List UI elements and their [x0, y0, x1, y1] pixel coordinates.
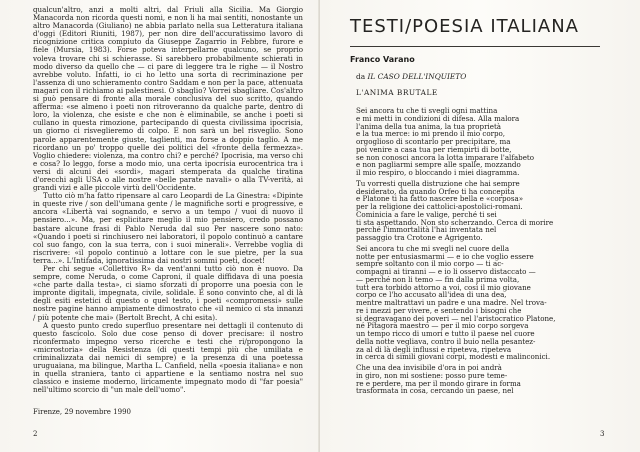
editorial-paragraph: qualcun'altro, anzi a molti altri, dal Friuli alla Sicilia. Ma Giorgio Manacorda non ricorda questi nomi, e non li ha mai sentiti, nonostante un altro Manacorda (Giuliano) ne abbia parlato nella sua Letteratura italiana d'oggi (Editori Riuniti, 1987), per non dire dell'accuratissimo lavoro di ricognizione critica compiuto da Giuseppe Zagarrio in Febbre, furore e fiele (Mursia, 1983). Forse poteva interpellarne qualcuno, se proprio voleva trovare chi si schierasse. Si sarebbero probabilmente schierati in modo diverso da quello che — ci pare di leggere tra le righe — il Nostro avrebbe voluto. Infatti, io ci ho letto una sorta di recriminazione per l'assenza di uno schieramento contro Saddam e non per la pace, attenuata magari con il richiamo ai palestinesi. O sbaglio? Vorrei sbagliare. Cos'altro si può pensare di fronte alla morale conclusiva del suo scritto, quando afferma: «se almeno i poeti non ritroveranno da qualche parte, dentro di loro, la violenza, che esiste e che non è eliminabile, se anche i poeti si cullano in questa rimozione, partecipando di questa civilissima ipocrisia, un giorno ci risveglieremo di colpo. E non sarà un bel risveglio. Sono parole apparentemente giuste, taglienti, ma forse a doppio taglio. A me ricordano un po' troppo quelle dei politici del «fronte della fermezza». Voglio chiedere: violenza, ma contro chi? e perché? Ipocrisia, ma verso chi e cosa? Io leggo, forse a modo mio, una certa ipocrisia eurocentrica tra i versi di alcuni dei «sordi», magari stemperata da qualche tiratina d'orecchi agli USA o alle nostre «belle parate navali» o alla TV-verità, ai grandi vizi e alle piccole virtù dell'Occidente. [33, 5, 303, 193]
poem-line: poi venire a casa tua per riempirti di botte, [356, 144, 512, 154]
page-number-right: 3 [600, 430, 605, 438]
poem-line: re i mezzi per vivere, e sentendo i bisogni che [356, 305, 522, 315]
poem-line: Che una dea invisibile d'ora in poi andrà [356, 363, 502, 372]
poem-line: mentre maltrattavi un padre e una madre. Nel trova- [356, 298, 547, 307]
section-title: TESTI/POESIA ITALIANA [350, 16, 579, 37]
poem-line: Cominicia a fare le valige, perché ti sei [356, 209, 497, 219]
poem-stanza [356, 180, 606, 242]
poem-line: della notte vegliava, contro il buio nella pesantez- [356, 336, 536, 346]
poem-stanza [356, 245, 606, 361]
poem-line: passaggio tra Crotone e Agrigento. [356, 233, 483, 242]
source-line [356, 72, 466, 81]
poem-line: un tempo ricco di umori e tutto il paese nel cuore [356, 329, 535, 338]
poem-line: compagni ai tiranni — e io li osservo distaccato — [356, 267, 536, 276]
poem-line: tutt era torbido attorno a voi, così il mio giovane [356, 282, 531, 292]
poem-stanza [356, 364, 606, 395]
poem-line: se non conosci ancora la lotta imparare l'alfabeto [356, 152, 535, 162]
poem-line: za al di là degli influssi e ripeteva, ripeteva [356, 344, 512, 354]
poem-line: in giro, non mi sostiene: posso pure teme- [356, 370, 508, 380]
header-divider [350, 46, 600, 47]
poem-line: corpo ce l'ho accusato all'idea di una dea, [356, 290, 507, 300]
poem-line: e non pagliarmi sempre alle spalle, mozzando [356, 160, 521, 170]
poem-line: in cerca di simili giovani corpi, modesti e malinconici. [356, 352, 551, 362]
poem-line: l'anima della tua anima, la tua proprietà [356, 121, 502, 131]
source-title: IL CASO DELL'INQUIETO [367, 72, 467, 81]
poem-line: Sei ancora tu che ti svegli ogni mattina [356, 106, 498, 115]
poem-line: notte per entusiasmarmi — e io che voglio essere [356, 251, 534, 261]
poem-line: sempre soltanto con il mio corpo — ti ac- [356, 259, 504, 269]
poem-body [356, 104, 606, 395]
poem-line: e Platone ti ha fatto nascere bella e «corposa» [356, 194, 524, 204]
poem-line: re e perdere, ma per il mondo girare in forma [356, 378, 521, 388]
poem-line: Tu vorresti quella distruzione che hai sempre [356, 178, 520, 188]
poem-line: e la tua merce: io mi prendo il mio corpo, [356, 129, 506, 139]
author-name: Franco Varano [350, 55, 415, 64]
editorial-paragraph: Tutto ciò m'ha fatto ripensare al caro Leopardi de La Ginestra: «Dipinte in queste rive / son dell'umana gente / le magnifiche sorti e progressive, e ancora «Libertà vai sognando, e servo a un tempo / vuoi di nuovo il pensiero...». Ma, per esplicitare meglio il mio pensiero, credo possano bastare alcune frasi di Pablo Neruda dal suo Per nascere sono nato: «Quando i poeti si rinchiusero nei laboratori, il popolo continuò a cantare col suo fango, con la sua terra, con i suoi minerali». Verrebbe voglia di riscrivere: «il popolo continuò a lottare con le sue pietre, per la sua terra...». L'Intifada, ignoratissima dai nostri sommi poeti, docet! [33, 191, 303, 265]
poem-line: e mi metti in condizioni di difesa. Alla malora [356, 113, 520, 123]
poem-line: Sei ancora tu che mi svegli nel cuore della [356, 243, 510, 253]
poem-line: orgoglioso di scontarlo per precipitare, ma [356, 137, 511, 146]
poem-stanza [356, 107, 606, 177]
poem-title: L'ANIMA BRUTALE [356, 88, 438, 97]
poem-line: desiderato, da quando Orfeo ti ha concepita [356, 186, 515, 196]
poem-line: per la religione dei cattolici-apostolici-romani. [356, 202, 523, 211]
poem-line: ti sta aspettando. Non sto scherzando. Cerca di morire [356, 217, 554, 227]
date-line: Firenze, 29 novembre 1990 [33, 408, 131, 416]
poem-line: si degravagano dei poveri — nel l'aristocratico Platone, [356, 313, 556, 323]
editorial-text-column [33, 6, 303, 395]
editorial-paragraph: Per chi segue «Collettivo R» da vent'anni tutto ciò non è nuovo. Da sempre, come Neruda, o come Caproni, il quale diffidava di una poesia «che parte dalla testa», ci siamo sforzati di proporre una poesia con le impronte digitali, impegnata, civile, solidale. E sono convinto che, al di là degli esiti estetici di questo o quel testo, i poeti «compromessi» sulle nostre pagine hanno ampiamente dimostrato che «il nemico ci sta innanzi / più potente che mai» (Bertolt Brecht, A chi esita). [33, 264, 303, 322]
poem-line: trasformata in cosa, cercando un paese, nel [356, 386, 514, 396]
poem-line: — perché non li temo — fin dalla prima volta, [356, 274, 520, 284]
poem-line: né Pitagora maestro — per il mio corpo sorgeva [356, 321, 529, 331]
poem-line: il mio respiro, o bloccando i miei diagramma. [356, 168, 520, 177]
poem-line: perché l'immortalità l'hai inventata nel [356, 225, 497, 235]
source-prefix: da [356, 72, 366, 81]
editorial-paragraph: A questo punto credo superfluo presentare nei dettagli il contenuto di questo fascicolo. Solo due cose penso di dover precisare: il nostro riconfermato impegno verso ricerche e testi che ri/propongono la «microstoria» della Resistenza (di questi tempi più che umiliata e criminalizzata dai nemici di sempre) e la presenza di una poetessa uruguaiana, ma bilingue, Martha L. Canfield, nella «poesia italiana» e non in quella straniera, tanto ci appartiene e la sentiamo nostra nel suo classico e insieme moderno, liricamente impegnato modo di "far poesia" nell'ultimo scorcio di "un male dell'uomo". [33, 320, 303, 395]
page-number-left: 2 [33, 430, 38, 438]
